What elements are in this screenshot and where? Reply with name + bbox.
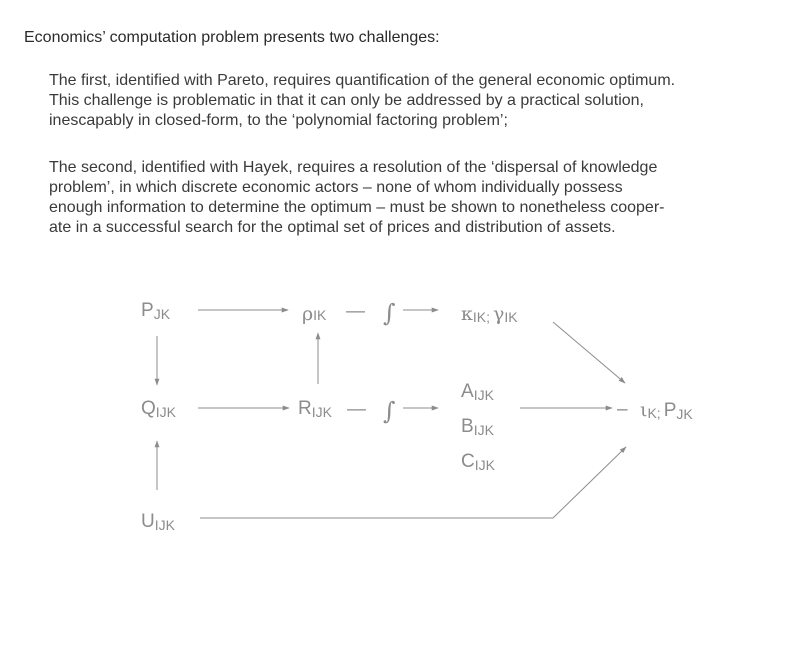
node-p-jk: PJK: [141, 300, 171, 322]
paragraph-line: The first, identified with Pareto, requires quantification of the general economic optimum.: [49, 72, 676, 89]
node-a-ijk: AIJK: [461, 381, 494, 403]
connector-dash: —: [347, 399, 366, 420]
paragraph-line: This challenge is problematic in that it can only be addressed by a practical solution,: [49, 92, 644, 109]
node-q-ijk: QIJK: [141, 398, 177, 420]
paragraph-line: problem’, in which discrete economic actors – none of whom individually possess: [49, 179, 623, 196]
node-b-ijk: BIJK: [461, 416, 494, 438]
paragraph-line: inescapably in closed-form, to the ‘polynomial factoring problem’;: [49, 112, 508, 129]
paragraph-line: The second, identified with Hayek, requires a resolution of the ‘dispersal of knowledge: [49, 159, 658, 176]
paragraph-line: ate in a successful search for the optimal set of prices and distribution of assets.: [49, 219, 616, 236]
node-dash: –: [617, 399, 628, 420]
node-u-ijk: UIJK: [141, 511, 175, 533]
integral-symbol: ∫: [383, 299, 396, 327]
arrow-u-to-iota: [200, 447, 626, 518]
intro-text: Economics’ computation problem presents two challenges:: [24, 29, 440, 46]
paragraph-line: enough information to determine the optimum – must be shown to nonetheless cooper-: [49, 199, 665, 216]
node-kappa-gamma-ik: κIK; γIK: [461, 303, 518, 325]
integral-symbol: ∫: [383, 397, 396, 425]
node-c-ijk: CIJK: [461, 451, 495, 473]
node-iota-p-jk: ιK; PJK: [640, 399, 693, 422]
arrow-kappa-to-iota: [553, 322, 625, 383]
node-r-ijk: RIJK: [298, 398, 332, 420]
connector-dash: —: [346, 301, 365, 322]
node-rho-ik: ρIK: [302, 303, 327, 325]
